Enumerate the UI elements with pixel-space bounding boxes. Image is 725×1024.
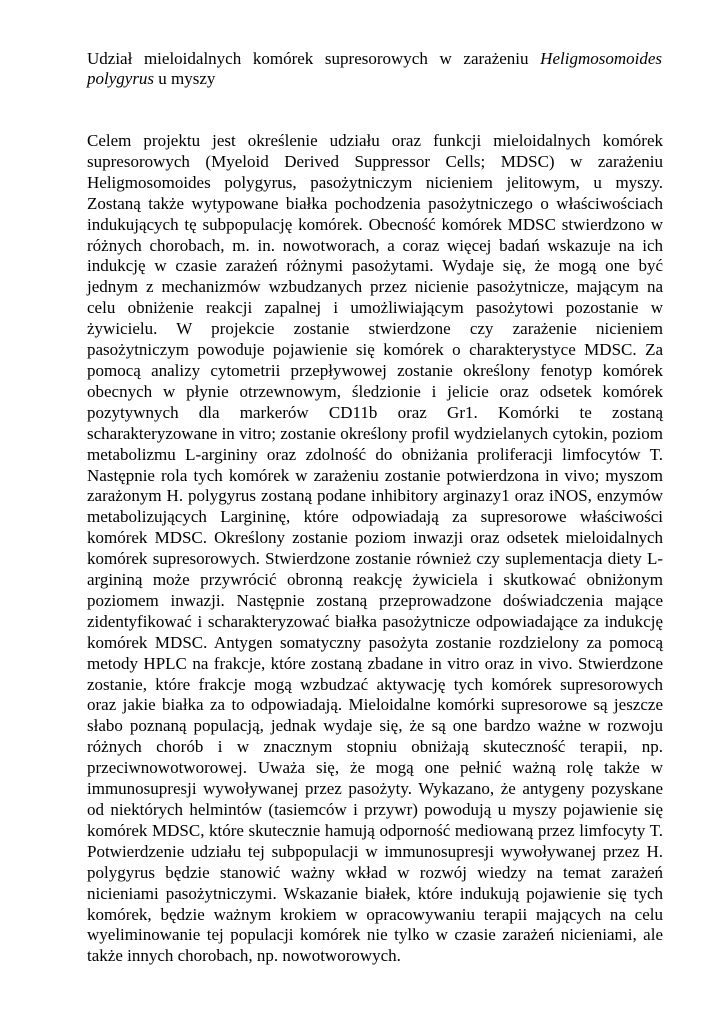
abstract-paragraph: Celem projektu jest określenie udziału oraz funkcji mieloidalnych komórek supresorowych (Myeloid Derived Suppressor Cells; MDSC) w zarażeniu Heligmosomoides polygyrus, pasożytniczym nicieniem jelitowym, u myszy. Zostaną także wytypowane białka pochodzenia pasożytniczego o właściwościach indukujących tę subpopulację komórek. Obecność komórek MDSC stwierdzono w różnych chorobach, m. in. nowotworach, a coraz więcej badań wskazuje na ich indukcję w czasie zarażeń różnymi pasożytami. Wydaje się, że mogą one być jednym z mechanizmów wzbudzanych przez nicienie pasożytnicze, mającym na celu obniżenie reakcji zapalnej i umożliwiającym pasożytowi pozostanie w żywicielu. W projekcie zostanie stwierdzone czy zarażenie nicieniem pasożytniczym powoduje pojawienie się komórek o charakterystyce MDSC. Za pomocą analizy cytometrii przepływowej zostanie określony fenotyp komórek obecnych w płynie otrzewnowym, śledzionie i jelicie oraz odsetek komórek pozytywnych dla markerów CD11b oraz Gr1. Komórki te zostaną scharakteryzowane in vitro; zostanie określony profil wydzielanych cytokin, poziom metabolizmu L-argininy oraz zdolność do obniżania proliferacji limfocytów T. Następnie rola tych komórek w zarażeniu zostanie potwierdzona in vivo; myszom zarażonym H. polygyrus zostaną podane inhibitory arginazy1 oraz iNOS, enzymów metabolizujących Largininę, które odpowiadają za supresorowe właściwości komórek MDSC. Określony zostanie poziom inwazji oraz odsetek mieloidalnych komórek supresorowych. Stwierdzone zostanie również czy suplementacja diety L-argininą może przywrócić obronną reakcję żywiciela i skutkować obniżonym poziomem inwazji. Następnie zostaną przeprowadzone doświadczenia mające zidentyfikować i scharakteryzować białka pasożytnicze odpowiadające za indukcję komórek MDSC. Antygen somatyczny pasożyta zostanie rozdzielony za pomocą metody HPLC na frakcje, które zostaną zbadane in vitro oraz in vivo. Stwierdzone zostanie, które frakcje mogą wzbudzać aktywację tych komórek supresorowych oraz jakie białka za to odpowiadają. Mieloidalne komórki supresorowe są jeszcze słabo poznaną populacją, jednak wydaje się, że są one bardzo ważne w rozwoju różnych chorób i w znacznym stopniu obniżają skuteczność terapii, np. przeciwnowotworowej. Uważa się, że mogą one pełnić ważną rolę także w immunosupresji wywoływanej przez pasożyty. Wykazano, że antygeny pozyskane od niektórych helmintów (tasiemców i przywr) powodują u myszy pojawienie się komórek MDSC, które skutecznie hamują odporność mediowaną przez limfocyty T. Potwierdzenie udziału tej subpopulacji w immunosupresji wywoływanej przez H. polygyrus będzie stanowić ważny wkład w rozwój wiedzy na temat zarażeń nicieniami pasożytniczymi. Wskazanie białek, które indukują pojawienie się tych komórek, będzie ważnym krokiem w opracowywaniu terapii mających na celu wyeliminowanie tej populacji komórek nie tylko w czasie zarażeń nicieniami, ale także innych chorobach, np. nowotworowych. (87, 131, 663, 966)
title-text: Udział mieloidalnych komórek supresorowych w zarażeniu (87, 49, 541, 68)
title-suffix: u myszy (154, 69, 216, 88)
document-title (87, 49, 662, 89)
title-species-name: Heligmosomoides polygyrus (87, 49, 662, 88)
